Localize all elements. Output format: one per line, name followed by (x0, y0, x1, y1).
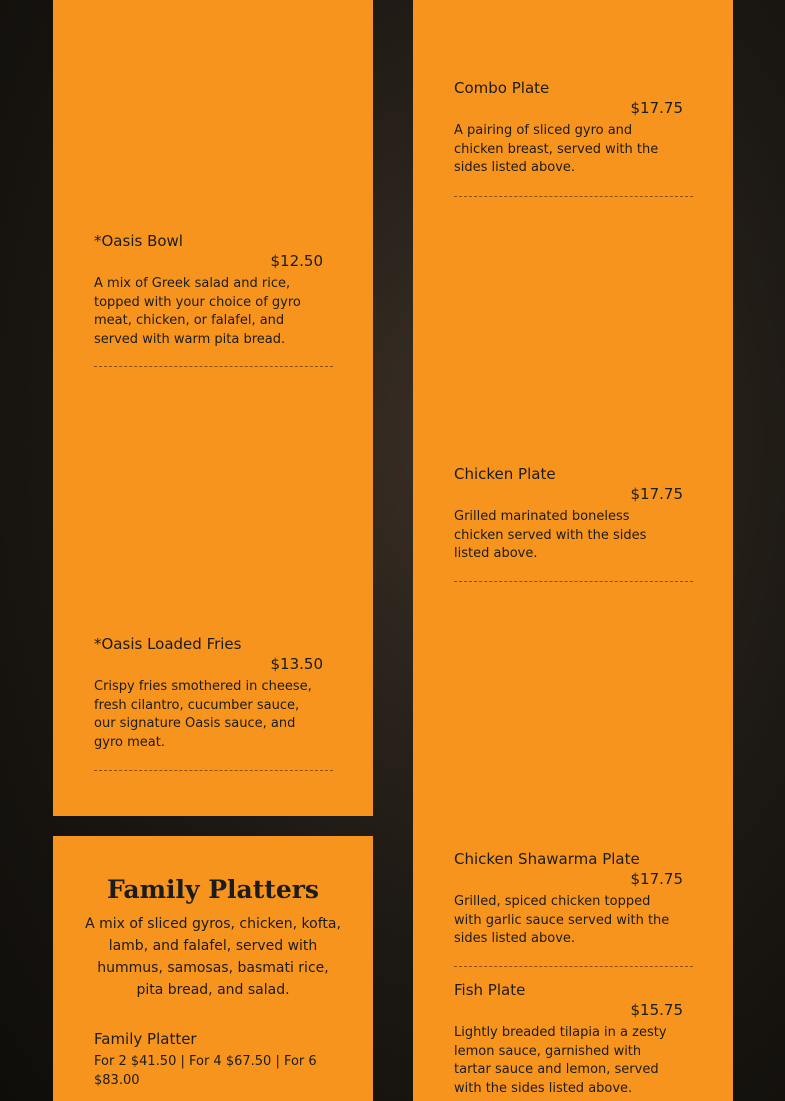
menu-item-oasis-bowl (94, 231, 333, 349)
item-prices: For 2 $41.50 | For 4 $67.50 | For 6 $83.00 (94, 1054, 317, 1088)
item-description: A mix of Greek salad and rice, topped with your choice of gyro meat, chicken, or falafel, and served with warm pita bread. (94, 276, 301, 347)
item-description: A pairing of sliced gyro and chicken breast, served with the sides listed above. (454, 123, 659, 175)
divider (94, 770, 333, 771)
menu-panel-right (413, 0, 733, 1101)
item-description: Grilled, spiced chicken topped with garlic sauce served with the sides listed above. (454, 894, 670, 946)
menu-panel-left (53, 0, 373, 816)
item-name: Fish Plate (454, 981, 526, 999)
item-description: Grilled marinated boneless chicken served with the sides listed above. (454, 509, 647, 561)
menu-item-chicken-plate (454, 464, 693, 564)
item-name: Combo Plate (454, 79, 550, 97)
item-price: $12.50 (270, 252, 323, 270)
divider (454, 196, 693, 197)
item-name: *Oasis Loaded Fries (94, 635, 242, 653)
divider (454, 966, 693, 967)
menu-item-oasis-loaded-fries (94, 634, 333, 752)
item-price: $17.75 (630, 485, 683, 503)
item-name: *Oasis Bowl (94, 232, 183, 250)
item-price: $17.75 (630, 870, 683, 888)
menu-item-combo-plate (454, 78, 693, 178)
item-description: Crispy fries smothered in cheese, fresh cilantro, cucumber sauce, our signature Oasis sauce, and gyro meat. (94, 679, 312, 750)
item-price: $15.75 (630, 1001, 683, 1019)
section-title: Family Platters (107, 875, 319, 904)
item-name: Chicken Shawarma Plate (454, 850, 640, 868)
item-description: Lightly breaded tilapia in a zesty lemon sauce, garnished with tartar sauce and lemon, served with the sides listed above. (454, 1025, 667, 1096)
item-price: $13.50 (270, 655, 323, 673)
menu-item-chicken-shawarma-plate (454, 849, 693, 949)
section-description: A mix of sliced gyros, chicken, kofta, lamb, and falafel, served with hummus, samosas, basmati rice, pita bread, and salad. (85, 916, 341, 998)
item-name: Chicken Plate (454, 465, 556, 483)
divider (454, 581, 693, 582)
item-price: $17.75 (630, 99, 683, 117)
divider (94, 366, 333, 367)
item-name: Family Platter (94, 1030, 197, 1048)
menu-item-fish-plate (454, 980, 693, 1098)
family-platters-panel (53, 836, 373, 1101)
